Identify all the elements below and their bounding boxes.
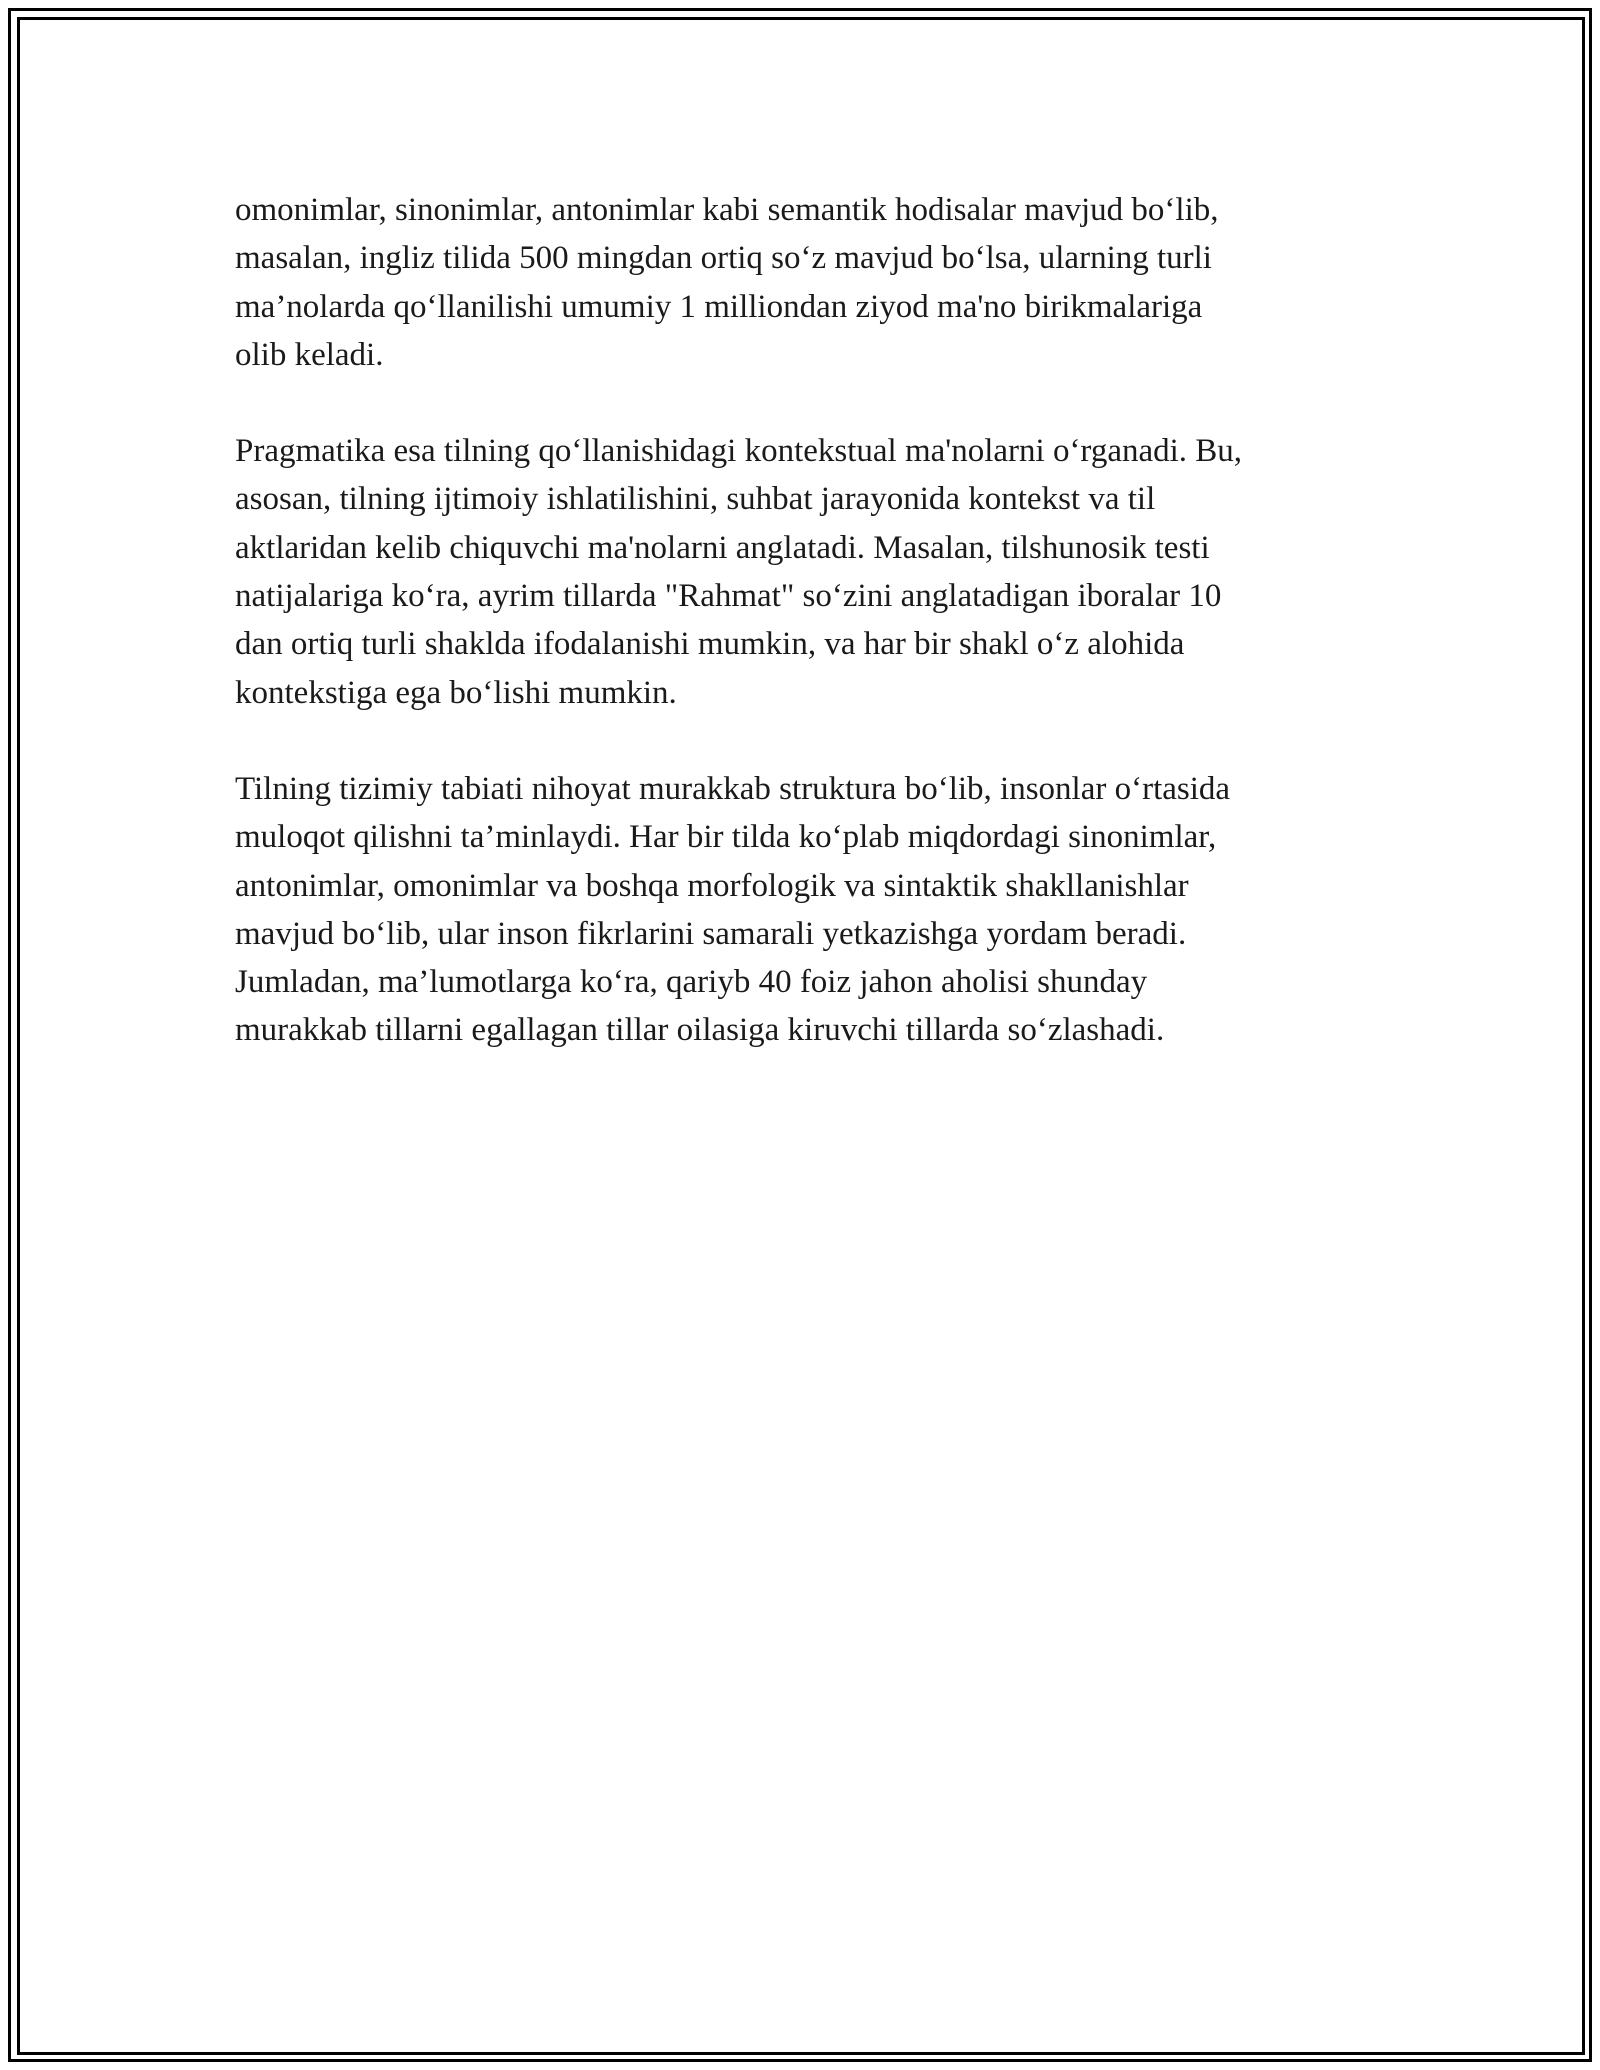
text-line: ma’nolarda qo‘llanilishi umumiy 1 milliondan ziyod ma'no birikmalariga xyxy=(235,288,1203,325)
text-line: asosan, tilning ijtimoiy ishlatilishini, suhbat jarayonida kontekst va til xyxy=(235,481,1156,518)
text-line: olib keladi. xyxy=(235,336,384,373)
document-body xyxy=(235,186,1385,1103)
text-line: Pragmatika esa tilning qo‘llanishidagi kontekstual ma'nolarni o‘rganadi. Bu, xyxy=(235,433,1243,470)
text-line: muloqot qilishni ta’minlaydi. Har bir tilda ko‘plab miqdordagi sinonimlar, xyxy=(235,819,1217,856)
text-line: antonimlar, omonimlar va boshqa morfologik va sintaktik shakllanishlar xyxy=(235,867,1189,904)
paragraph-2 xyxy=(235,427,1385,717)
paragraph-1 xyxy=(235,186,1385,379)
text-line: kontekstiga ega bo‘lishi mumkin. xyxy=(235,674,677,711)
text-line: masalan, ingliz tilida 500 mingdan ortiq so‘z mavjud bo‘lsa, ularning turli xyxy=(235,240,1212,277)
paragraph-3 xyxy=(235,765,1385,1055)
text-line: omonimlar, sinonimlar, antonimlar kabi semantik hodisalar mavjud bo‘lib, xyxy=(235,192,1219,228)
text-line: mavjud bo‘lib, ular inson fikrlarini samarali yetkazishga yordam beradi. xyxy=(235,915,1187,952)
text-line: murakkab tillarni egallagan tillar oilasiga kiruvchi tillarda so‘zlashadi. xyxy=(235,1012,1165,1049)
text-line: natijalariga ko‘ra, ayrim tillarda "Rahmat" so‘zini anglatadigan iboralar 10 xyxy=(235,578,1222,615)
text-line: Jumladan, ma’lumotlarga ko‘ra, qariyb 40 foiz jahon aholisi shunday xyxy=(235,964,1148,1001)
text-line: dan ortiq turli shaklda ifodalanishi mumkin, va har bir shakl o‘z alohida xyxy=(235,626,1185,663)
text-line: aktlaridan kelib chiquvchi ma'nolarni anglatadi. Masalan, tilshunosik testi xyxy=(235,529,1210,566)
text-line: Tilning tizimiy tabiati nihoyat murakkab struktura bo‘lib, insonlar o‘rtasida xyxy=(235,770,1231,807)
